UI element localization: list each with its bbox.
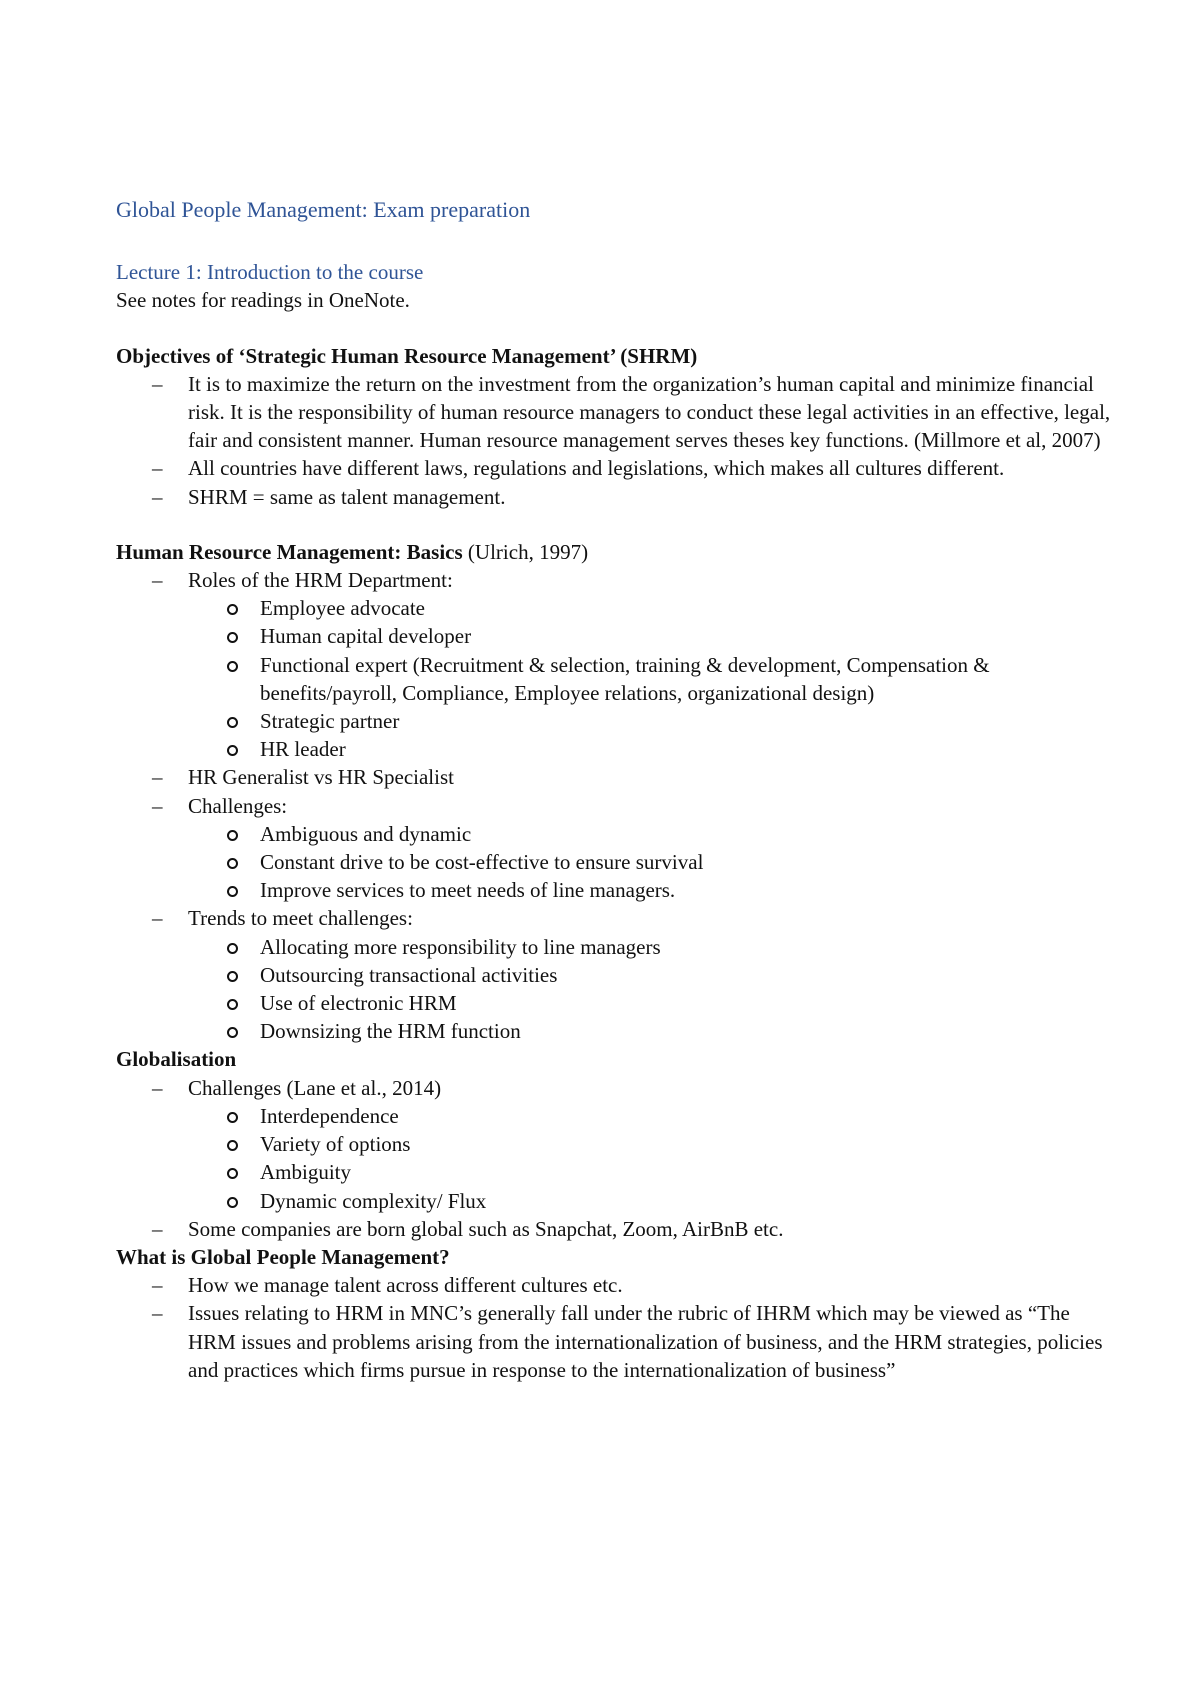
list-item: – It is to maximize the return on the investment from the organization’s human capital and minimize financial risk. It is the responsibility of human resource managers to conduct these legal activities in an effective, legal, fair and consistent manner. Human resource management serves theses key functions. (Millmore et al, 2007) (116, 370, 1116, 455)
sublist-item: Variety of options (116, 1130, 1116, 1158)
basics-heading-bold: Human Resource Management: Basics (116, 539, 463, 564)
list-item: – Issues relating to HRM in MNC’s generally fall under the rubric of IHRM which may be viewed as “The HRM issues and problems arising from the internationalization of business, and the HRM strategies, policies and practices which firms pursue in response to the internationalization of business” (116, 1299, 1116, 1384)
objectives-heading: Objectives of ‘Strategic Human Resource Management’ (SHRM) (116, 343, 698, 368)
globalisation-challenges-sublist (188, 1102, 1116, 1215)
basics-list (116, 566, 1116, 1045)
list-item: – SHRM = same as talent management. (116, 483, 1116, 511)
document-body (116, 196, 1116, 1384)
list-item: – All countries have different laws, regulations and legislations, which makes all cultures different. (116, 454, 1116, 482)
sublist-item: Use of electronic HRM (116, 989, 1116, 1017)
sublist-item: Ambiguous and dynamic (116, 820, 1116, 848)
sublist-item: Employee advocate (116, 594, 1116, 622)
roles-sublist (188, 594, 1116, 763)
globalisation-challenges-label: Challenges (Lane et al., 2014) (188, 1075, 442, 1100)
basics-heading (116, 538, 1116, 566)
sublist-item: Functional expert (Recruitment & selection, training & development, Compensation & benefits/payroll, Compliance, Employee relations, organizational design) (116, 651, 1116, 707)
sublist-item: Human capital developer (116, 622, 1116, 650)
list-item (116, 1074, 1116, 1215)
sublist-item: Ambiguity (116, 1158, 1116, 1186)
list-item (116, 566, 1116, 763)
list-item: – How we manage talent across different cultures etc. (116, 1271, 1116, 1299)
sublist-item: HR leader (116, 735, 1116, 763)
trends-label: Trends to meet challenges: (188, 906, 413, 931)
globalisation-heading: Globalisation (116, 1047, 237, 1072)
sublist-item: Interdependence (116, 1102, 1116, 1130)
sublist-item: Improve services to meet needs of line managers. (116, 876, 1116, 904)
intro-text: See notes for readings in OneNote. (116, 288, 410, 313)
sublist-item: Downsizing the HRM function (116, 1017, 1116, 1045)
objectives-list (116, 370, 1116, 511)
sublist-item: Strategic partner (116, 707, 1116, 735)
document-title: Global People Management: Exam preparation (116, 197, 531, 222)
roles-label: Roles of the HRM Department: (188, 568, 453, 593)
trends-sublist (188, 933, 1116, 1046)
challenges-sublist (188, 820, 1116, 905)
basics-heading-citation: (Ulrich, 1997) (462, 539, 589, 564)
list-item (116, 792, 1116, 905)
sublist-item: Dynamic complexity/ Flux (116, 1187, 1116, 1215)
sublist-item: Constant drive to be cost-effective to ensure survival (116, 848, 1116, 876)
globalisation-list (116, 1074, 1116, 1243)
gpm-list (116, 1271, 1116, 1384)
list-item: – HR Generalist vs HR Specialist (116, 763, 1116, 791)
lecture-title: Lecture 1: Introduction to the course (116, 260, 424, 285)
challenges-label: Challenges: (188, 793, 288, 818)
sublist-item: Allocating more responsibility to line managers (116, 933, 1116, 961)
gpm-heading: What is Global People Management? (116, 1244, 450, 1269)
list-item: – Some companies are born global such as Snapchat, Zoom, AirBnB etc. (116, 1215, 1116, 1243)
list-item (116, 904, 1116, 1045)
sublist-item: Outsourcing transactional activities (116, 961, 1116, 989)
